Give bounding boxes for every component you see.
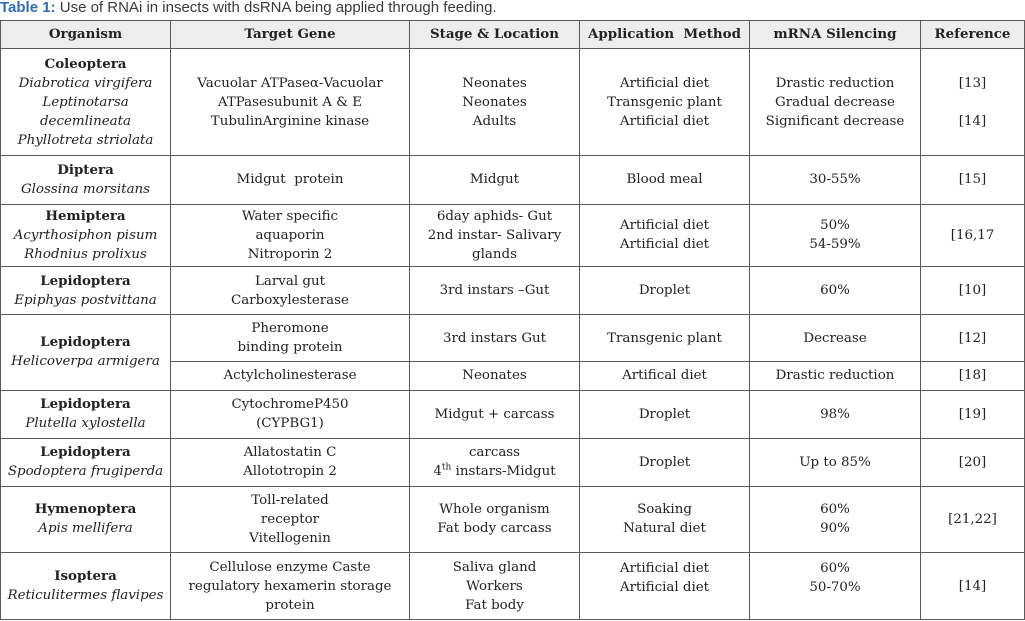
reference-cell: [16,17: [921, 204, 1025, 267]
species-name: Acyrthosiphon pisum: [13, 227, 158, 243]
table-row: [1, 314, 1025, 361]
header-row: [1, 21, 1025, 49]
gene-line: aquaporin: [255, 227, 325, 243]
gene-line: regulatory hexamerin storage: [188, 578, 392, 594]
species-name: Diabrotica virgifera: [18, 75, 153, 91]
table-row: [1, 267, 1025, 314]
gene-line: Vitellogenin: [249, 530, 331, 546]
silencing-line: 50-70%: [809, 580, 861, 596]
gene-line: Larval gut: [255, 273, 325, 289]
reference-cell: [921, 49, 1025, 156]
gene-line: ATPasesubunit A & E: [217, 94, 363, 110]
organism-cell: [1, 204, 171, 267]
target-gene-cell: [171, 390, 410, 439]
reference-line: [13]: [958, 75, 987, 91]
silencing-line: 54-59%: [809, 237, 861, 253]
stage-line: Workers: [466, 578, 523, 594]
gene-line: Water specific: [241, 208, 339, 224]
target-gene-cell: [171, 314, 410, 361]
table-row: [1, 49, 1025, 156]
silencing-line: 60%: [820, 561, 850, 577]
organism-cell: [1, 439, 171, 486]
silencing-cell: [750, 49, 921, 156]
target-gene-cell: [171, 439, 410, 486]
silencing-cell: 98%: [750, 390, 921, 439]
order-name: Hemiptera: [45, 207, 126, 224]
stage-line: Whole organism: [439, 502, 550, 518]
species-name: Rhodnius prolixus: [24, 246, 147, 262]
table-row: [1, 439, 1025, 486]
gene-line: binding protein: [237, 340, 343, 355]
method-line: Artificial diet: [619, 561, 710, 577]
order-name: Lepidoptera: [40, 444, 131, 461]
stage-cell: 3rd instars Gut: [410, 314, 580, 361]
stage-line: Adults: [472, 113, 517, 129]
order-name: Lepidoptera: [40, 396, 131, 413]
organism-cell: [1, 156, 171, 205]
gene-line: Toll-related: [251, 492, 329, 508]
gene-line: (CYPBG1): [256, 416, 324, 432]
stage-line: Neonates: [462, 94, 527, 110]
stage-number: 4: [433, 464, 442, 480]
method-line: Artificial diet: [619, 580, 710, 596]
silencing-cell: [750, 553, 921, 620]
table-caption: [0, 0, 497, 18]
target-gene-cell: [171, 267, 410, 314]
method-line: Artificial diet: [619, 237, 710, 253]
silencing-line: 90%: [820, 521, 850, 537]
organism-cell: [1, 390, 171, 439]
silencing-cell: [750, 486, 921, 553]
method-line: Natural diet: [623, 521, 706, 537]
stage-cell: [410, 49, 580, 156]
method-cell: Artifical diet: [580, 362, 750, 390]
species-name: Plutella xylostella: [25, 416, 146, 432]
species-name: decemlineata: [39, 113, 132, 129]
stage-superscript: th: [441, 462, 452, 473]
species-name: Apis mellifera: [38, 521, 133, 537]
gene-line: receptor: [260, 511, 320, 527]
organism-cell: [1, 486, 171, 553]
target-gene-cell: Midgut protein: [171, 156, 410, 205]
organism-cell: [1, 553, 171, 620]
silencing-cell: [750, 204, 921, 267]
stage-line: 6day aphids- Gut: [436, 208, 553, 224]
gene-line: Allototropin 2: [243, 464, 337, 480]
method-line: Artificial diet: [619, 75, 710, 91]
species-name: Glossina morsitans: [20, 181, 151, 197]
silencing-cell: Up to 85%: [750, 439, 921, 486]
method-cell: Droplet: [580, 439, 750, 486]
reference-line: [14]: [958, 113, 987, 129]
table-row: [1, 486, 1025, 553]
target-gene-cell: [171, 553, 410, 620]
stage-cell: [410, 439, 580, 486]
stage-cell: [410, 204, 580, 267]
method-cell: Transgenic plant: [580, 314, 750, 361]
silencing-line: 60%: [820, 502, 850, 518]
gene-line: CytochromeP450: [231, 397, 349, 413]
silencing-line: 50%: [820, 218, 850, 234]
stage-line: Neonates: [462, 75, 527, 91]
species-name: Reticulitermes flavipes: [7, 588, 164, 604]
stage-cell: [410, 486, 580, 553]
silencing-line: Gradual decrease: [775, 94, 895, 110]
silencing-cell: Drastic reduction: [750, 362, 921, 390]
gene-line: Cellulose enzyme Caste: [209, 559, 371, 575]
stage-line: Fat body: [465, 597, 524, 613]
target-gene-cell: [171, 486, 410, 553]
species-name: Leptinotarsa: [42, 94, 129, 110]
gene-line: Pheromone: [251, 321, 329, 336]
table-row: [1, 156, 1025, 205]
species-name: Helicoverpa armigera: [11, 354, 160, 370]
stage-line: carcass: [468, 445, 521, 461]
gene-line: Carboxylesterase: [231, 292, 349, 308]
header-mrna-silencing: mRNA Silencing: [750, 21, 921, 49]
method-cell: Droplet: [580, 267, 750, 314]
order-name: Lepidoptera: [40, 334, 131, 351]
stage-line: [414, 462, 575, 481]
stage-cell: 3rd instars –Gut: [410, 267, 580, 314]
stage-line: glands: [472, 246, 517, 262]
header-reference: Reference: [921, 21, 1025, 49]
target-gene-cell: [171, 204, 410, 267]
silencing-cell: 30-55%: [750, 156, 921, 205]
reference-cell: [12]: [921, 314, 1025, 361]
stage-line: 2nd instar- Salivary: [427, 227, 562, 243]
silencing-cell: 60%: [750, 267, 921, 314]
table-row: [1, 204, 1025, 267]
target-gene-cell: Actylcholinesterase: [171, 362, 410, 390]
reference-cell: [10]: [921, 267, 1025, 314]
stage-cell: Neonates: [410, 362, 580, 390]
reference-cell: [18]: [921, 362, 1025, 390]
species-name: Epiphyas postvittana: [14, 292, 157, 308]
stage-text: instars-Midgut: [451, 464, 556, 480]
method-line: Artificial diet: [619, 113, 710, 129]
target-gene-cell: [171, 49, 410, 156]
header-organism: Organism: [1, 21, 171, 49]
silencing-line: Drastic reduction: [775, 75, 895, 91]
caption-label: Table 1:: [0, 0, 56, 16]
method-cell: Blood meal: [580, 156, 750, 205]
method-cell: Droplet: [580, 390, 750, 439]
table-row: [1, 390, 1025, 439]
method-line: Artificial diet: [619, 218, 710, 234]
method-cell: [580, 553, 750, 620]
gene-line: TubulinArginine kinase: [210, 113, 370, 129]
silencing-line: Significant decrease: [765, 113, 905, 129]
header-application-method: Application Method: [580, 21, 750, 49]
stage-line: Saliva gland: [452, 559, 537, 575]
order-name: Lepidoptera: [40, 272, 131, 289]
method-cell: [580, 486, 750, 553]
stage-line: Fat body carcass: [437, 521, 552, 537]
organism-cell: [1, 314, 171, 390]
organism-cell: [1, 267, 171, 314]
gene-line: protein: [265, 597, 315, 613]
method-line: Soaking: [637, 502, 692, 518]
order-name: Isoptera: [54, 568, 117, 585]
stage-cell: Midgut: [410, 156, 580, 205]
stage-cell: [410, 553, 580, 620]
caption-text: Use of RNAi in insects with dsRNA being applied through feeding.: [59, 0, 497, 16]
table-row: [1, 553, 1025, 620]
gene-line: Vacuolar ATPaseα-Vacuolar: [197, 75, 383, 91]
silencing-cell: Decrease: [750, 314, 921, 361]
method-cell: [580, 49, 750, 156]
reference-cell: [20]: [921, 439, 1025, 486]
reference-cell: [15]: [921, 156, 1025, 205]
order-name: Diptera: [57, 161, 114, 178]
species-name: Spodoptera frugiperda: [7, 464, 164, 480]
reference-cell: [21,22]: [921, 486, 1025, 553]
stage-cell: Midgut + carcass: [410, 390, 580, 439]
order-name: Coleoptera: [44, 55, 127, 72]
method-line: Transgenic plant: [607, 94, 722, 110]
header-target-gene: Target Gene: [171, 21, 410, 49]
reference-cell: [19]: [921, 390, 1025, 439]
method-cell: [580, 204, 750, 267]
rnai-table: [0, 20, 1025, 620]
organism-cell: [1, 49, 171, 156]
gene-line: Nitroporin 2: [247, 246, 333, 262]
species-name: Phyllotreta striolata: [17, 132, 154, 148]
order-name: Hymenoptera: [34, 501, 137, 518]
reference-cell: [14]: [921, 553, 1025, 620]
reference-line: [925, 93, 1020, 112]
gene-line: Allatostatin C: [243, 445, 337, 461]
header-stage-location: Stage & Location: [410, 21, 580, 49]
